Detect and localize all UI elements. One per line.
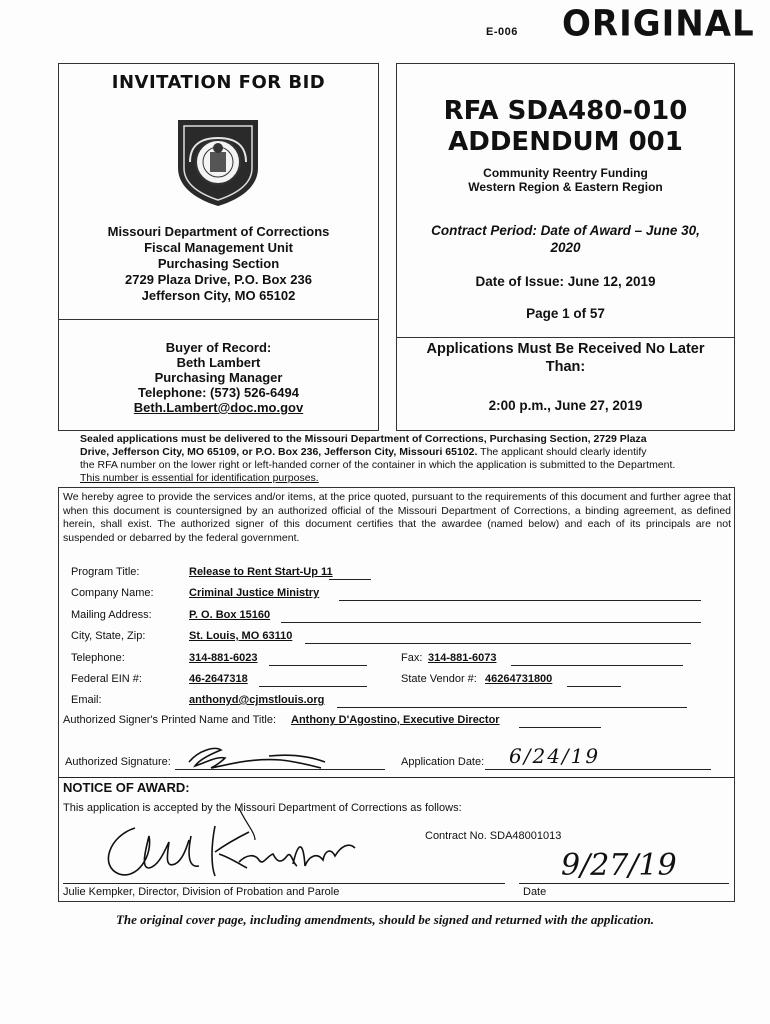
notice-line: The applicant should clearly identify (477, 446, 647, 458)
department-seal-icon (174, 116, 262, 208)
deadline-heading-cont: Than: (545, 359, 586, 375)
company-label: Company Name: (71, 587, 154, 599)
email-field[interactable]: anthonyd@cjmstlouis.org (189, 694, 325, 706)
agency-unit: Fiscal Management Unit (144, 240, 293, 255)
application-date-label: Application Date: (401, 756, 485, 768)
notice-address: Drive, Jefferson City, MO 65109, or P.O. Box 236, Jefferson City, Missouri 65102. (80, 446, 478, 458)
submission-notice (80, 433, 740, 485)
fax-field[interactable]: 314-881-6073 (428, 652, 497, 664)
telephone-field[interactable]: 314-881-6023 (189, 652, 258, 664)
issue-date: Date of Issue: June 12, 2019 (475, 274, 656, 289)
contract-period-year: 2020 (550, 240, 581, 255)
ein-label: Federal EIN #: (71, 673, 142, 685)
director-signature-icon (79, 806, 379, 890)
buyer-email-link[interactable]: Beth.Lambert@doc.mo.gov (133, 400, 304, 415)
program-regions: Western Region & Eastern Region (468, 180, 663, 194)
company-field[interactable]: Criminal Justice Ministry (189, 587, 320, 599)
invitation-title: INVITATION FOR BID (111, 72, 326, 93)
contract-period: Contract Period: Date of Award – June 30, (431, 223, 700, 238)
contract-number: Contract No. SDA48001013 (425, 830, 562, 842)
award-date-label: Date (523, 886, 547, 898)
deadline-time: 2:00 p.m., June 27, 2019 (488, 398, 643, 413)
deadline-heading: Applications Must Be Received No Later (426, 341, 705, 357)
addendum-title: ADDENDUM 001 (448, 127, 683, 157)
signature-label: Authorized Signature: (65, 756, 171, 768)
vendor-label: State Vendor #: (401, 673, 477, 685)
buyer-heading: Buyer of Record: (165, 340, 272, 355)
buyer-title: Purchasing Manager (154, 370, 283, 385)
buyer-phone: Telephone: (573) 526-6494 (138, 385, 299, 400)
agency-name: Missouri Department of Corrections (107, 224, 330, 239)
agency-section: Purchasing Section (157, 256, 280, 271)
agency-address (59, 224, 378, 304)
signer-field[interactable]: Anthony D'Agostino, Executive Director (291, 714, 500, 726)
deadline-panel (396, 337, 735, 431)
notice-line: Sealed applications must be delivered to the Missouri Department of Corrections, Purchasing Section, 2729 Plaza (80, 433, 647, 445)
form-number: E-006 (486, 26, 518, 38)
director-name-title: Julie Kempker, Director, Division of Probation and Parole (63, 886, 340, 898)
issuer-panel (58, 63, 379, 320)
agreement-text: We hereby agree to provide the services and/or items, at the price quoted, pursuant to the requirements of this document and further agree that when this document is countersigned by an authorized official of the Missouri Department of Corrections, a binding agreement, as defined herein, shall exist. The authorized signer of this document certifies that the awardee (named below) and each of its principals are not suspended or debarred by the federal government. (63, 491, 731, 544)
buyer-name: Beth Lambert (176, 355, 261, 370)
ein-field[interactable]: 46-2647318 (189, 673, 248, 685)
program-title-label: Program Title: (71, 566, 140, 578)
notice-line: This number is essential for identification purposes. (80, 472, 319, 484)
award-date-value: 9/27/19 (561, 848, 677, 883)
agency-city: Jefferson City, MO 65102 (141, 288, 296, 303)
footer-instruction: The original cover page, including amendments, should be signed and returned with the application. (115, 912, 655, 927)
city-label: City, State, Zip: (71, 630, 146, 642)
city-field[interactable]: St. Louis, MO 63110 (189, 630, 293, 642)
vendor-field[interactable]: 46264731800 (485, 673, 553, 685)
mailing-field[interactable]: P. O. Box 15160 (189, 609, 271, 621)
authorized-signature-icon[interactable] (181, 744, 381, 772)
mailing-label: Mailing Address: (71, 609, 152, 621)
program-name: Community Reentry Funding (483, 166, 648, 180)
award-text: This application is accepted by the Missouri Department of Corrections as follows: (63, 802, 462, 814)
rfa-number: RFA SDA480-010 (443, 96, 688, 126)
application-date-field[interactable]: 6/24/19 (509, 744, 601, 768)
page-count: Page 1 of 57 (526, 306, 605, 321)
application-form (58, 487, 735, 902)
fax-label: Fax: (401, 652, 423, 664)
rfa-panel (396, 63, 735, 338)
original-stamp: ORIGINAL (562, 3, 755, 45)
email-label: Email: (71, 694, 102, 706)
program-title-field[interactable]: Release to Rent Start-Up 11 (189, 566, 333, 578)
buyer-panel (58, 319, 379, 431)
telephone-label: Telephone: (71, 652, 125, 664)
agency-street: 2729 Plaza Drive, P.O. Box 236 (125, 272, 312, 287)
notice-line: the RFA number on the lower right or left-handed corner of the container in which the application is submitted to the Department. (80, 459, 676, 471)
notice-of-award-title: NOTICE OF AWARD: (63, 780, 190, 795)
signer-label: Authorized Signer's Printed Name and Title: (63, 714, 277, 726)
